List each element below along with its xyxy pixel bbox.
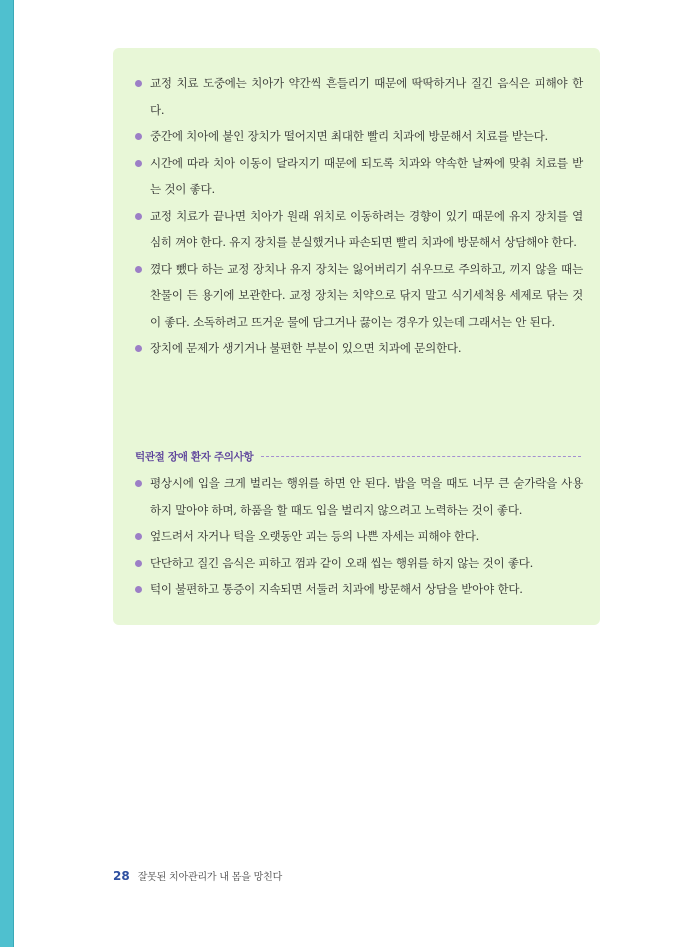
book-title: 잘못된 치아관리가 내 몸을 망친다: [137, 872, 283, 883]
list-item-text: 장치에 문제가 생기거나 불편한 부분이 있으면 치과에 문의한다.: [150, 341, 462, 355]
bullet-icon: [135, 586, 142, 593]
page-footer: [113, 868, 282, 883]
list-item: [135, 70, 583, 123]
orthodontic-care-list: [135, 70, 583, 362]
list-item: [135, 123, 583, 150]
list-item: [135, 576, 583, 603]
list-item-text: 꼈다 뺐다 하는 교정 장치나 유지 장치는 잃어버리기 쉬우므로 주의하고, 끼지 않을 때는 찬물이 든 용기에 보관한다. 교정 장치는 치약으로 닦지 말고 식기세척용 세제로 닦는 것이 좋다. 소독하려고 뜨거운 물에 담그거나 끓이는 경우가 있는데 그래서는 안 된다.: [150, 261, 583, 329]
bullet-icon: [135, 160, 142, 167]
bullet-icon: [135, 533, 142, 540]
list-item: [135, 150, 583, 203]
bullet-icon: [135, 133, 142, 140]
bullet-icon: [135, 480, 142, 487]
bullet-icon: [135, 345, 142, 352]
list-item: [135, 335, 583, 362]
list-item: [135, 523, 583, 550]
list-item: [135, 470, 583, 523]
list-item-text: 엎드려서 자거나 턱을 오랫동안 괴는 등의 나쁜 자세는 피해야 한다.: [150, 529, 480, 543]
list-item-text: 중간에 치아에 붙인 장치가 떨어지면 최대한 빨리 치과에 방문해서 치료를 받는다.: [150, 129, 549, 143]
tmj-care-list: [135, 470, 583, 603]
list-item-text: 단단하고 질긴 음식은 피하고 껌과 같이 오래 씹는 행위를 하지 않는 것이 좋다.: [150, 555, 534, 570]
list-item: [135, 256, 583, 336]
list-item-text: 교정 치료 도중에는 치아가 약간씩 흔들리기 때문에 딱딱하거나 질긴 음식은 피해야 한다.: [150, 76, 583, 117]
list-item-text: 턱이 불편하고 통증이 지속되면 서둘러 치과에 방문해서 상담을 받아야 한다.: [150, 582, 523, 596]
section-title: 턱관절 장애 환자 주의사항: [135, 450, 254, 463]
bullet-icon: [135, 560, 142, 567]
bullet-icon: [135, 266, 142, 273]
list-item: [135, 203, 583, 256]
bullet-icon: [135, 80, 142, 87]
list-item: [135, 550, 583, 577]
list-item-text: 시간에 따라 치아 이동이 달라지기 때문에 되도록 치과와 약속한 날짜에 맞춰 치료를 받는 것이 좋다.: [150, 155, 583, 196]
dashed-divider: [261, 456, 581, 457]
page-number: 28: [113, 869, 130, 883]
list-item-text: 평상시에 입을 크게 벌리는 행위를 하면 안 된다. 밥을 먹을 때도 너무 큰 숟가락을 사용하지 말아야 하며, 하품을 할 때도 입을 벌리지 않으려고 노력하는 것이 좋다.: [150, 476, 583, 517]
list-item-text: 교정 치료가 끝나면 치아가 원래 위치로 이동하려는 경향이 있기 때문에 유지 장치를 열심히 껴야 한다. 유지 장치를 분실했거나 파손되면 빨리 치과에 방문해서 상담해야 한다.: [150, 208, 583, 249]
tmj-section-header: [135, 448, 581, 464]
side-color-bar: [0, 0, 14, 947]
bullet-icon: [135, 213, 142, 220]
care-notes-box: [113, 48, 600, 625]
